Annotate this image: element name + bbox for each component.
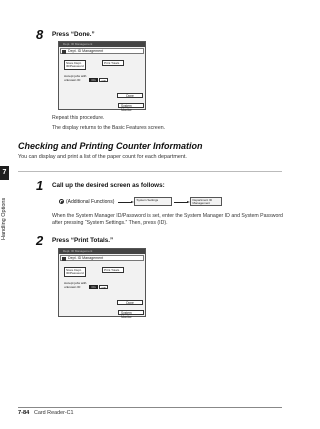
step-number: 1 [36, 178, 44, 193]
system-monitor-button[interactable]: System Monitor [118, 103, 144, 108]
section-rule [18, 171, 282, 172]
page-number: 7-84 [18, 410, 30, 416]
done-button[interactable]: Done [117, 300, 143, 305]
screen-titlebar-text: Dept. ID Management [63, 42, 93, 46]
dept-id-icon [62, 257, 66, 261]
footer-rule [18, 407, 282, 408]
step-number: 8 [36, 27, 44, 42]
flow-start-label: (Additional Functions) [66, 199, 115, 205]
screen-titlebar [59, 42, 145, 47]
screen-mock-print-totals [58, 248, 146, 320]
repeat-text: Repeat this procedure. [52, 115, 105, 121]
system-settings-box: System Settings [134, 197, 172, 206]
section-intro: You can display and print a list of the paper count for each department. [18, 154, 187, 160]
on-toggle[interactable]: On [89, 78, 98, 82]
accept-jobs-label: Accept jobs with unknown ID [64, 74, 87, 82]
store-dept-id-button[interactable]: Store Dept. ID/Password [64, 60, 86, 70]
screen-mock-done [58, 41, 146, 113]
footer-title: Card Reader-C1 [34, 410, 74, 416]
step1-description: When the System Manager ID/Password is set, enter the System Manager ID and System Password after pressing “System Settings.” Then, press (ID). [52, 213, 283, 226]
screen-titlebar-text: Dept. ID Management [63, 249, 93, 253]
screen-header [60, 255, 144, 261]
dept-id-icon [62, 50, 66, 54]
accept-jobs-label: Accept jobs with unknown ID [64, 281, 87, 289]
step-title: Press “Print Totals.” [52, 237, 114, 244]
screen-header-text: Dept. ID Management [68, 49, 104, 53]
on-toggle[interactable]: On [89, 285, 98, 289]
off-toggle[interactable]: Off [99, 78, 108, 82]
screen-header-text: Dept. ID Management [68, 256, 104, 260]
chapter-label: Handling Options [1, 197, 7, 241]
print-totals-button[interactable]: Print Totals [102, 60, 124, 66]
screen-titlebar [59, 249, 145, 254]
done-button[interactable]: Done [117, 93, 143, 98]
step-title: Call up the desired screen as follows: [52, 182, 165, 189]
chapter-tab: 7 [0, 166, 9, 180]
step-title: Press “Done.” [52, 31, 95, 38]
screen-header [60, 48, 144, 54]
department-id-box: Department ID Management [190, 197, 222, 206]
returns-text: The display returns to the Basic Features screen. [52, 125, 166, 131]
flow-arrow [174, 202, 188, 205]
store-dept-id-button[interactable]: Store Dept. ID/Password [64, 267, 86, 277]
flow-arrow [118, 202, 132, 205]
off-toggle[interactable]: Off [99, 285, 108, 289]
additional-functions-icon [59, 199, 64, 204]
step-number: 2 [36, 233, 44, 248]
section-heading: Checking and Printing Counter Information [18, 141, 203, 151]
system-monitor-button[interactable]: System Monitor [118, 310, 144, 315]
print-totals-button[interactable]: Print Totals [102, 267, 124, 273]
